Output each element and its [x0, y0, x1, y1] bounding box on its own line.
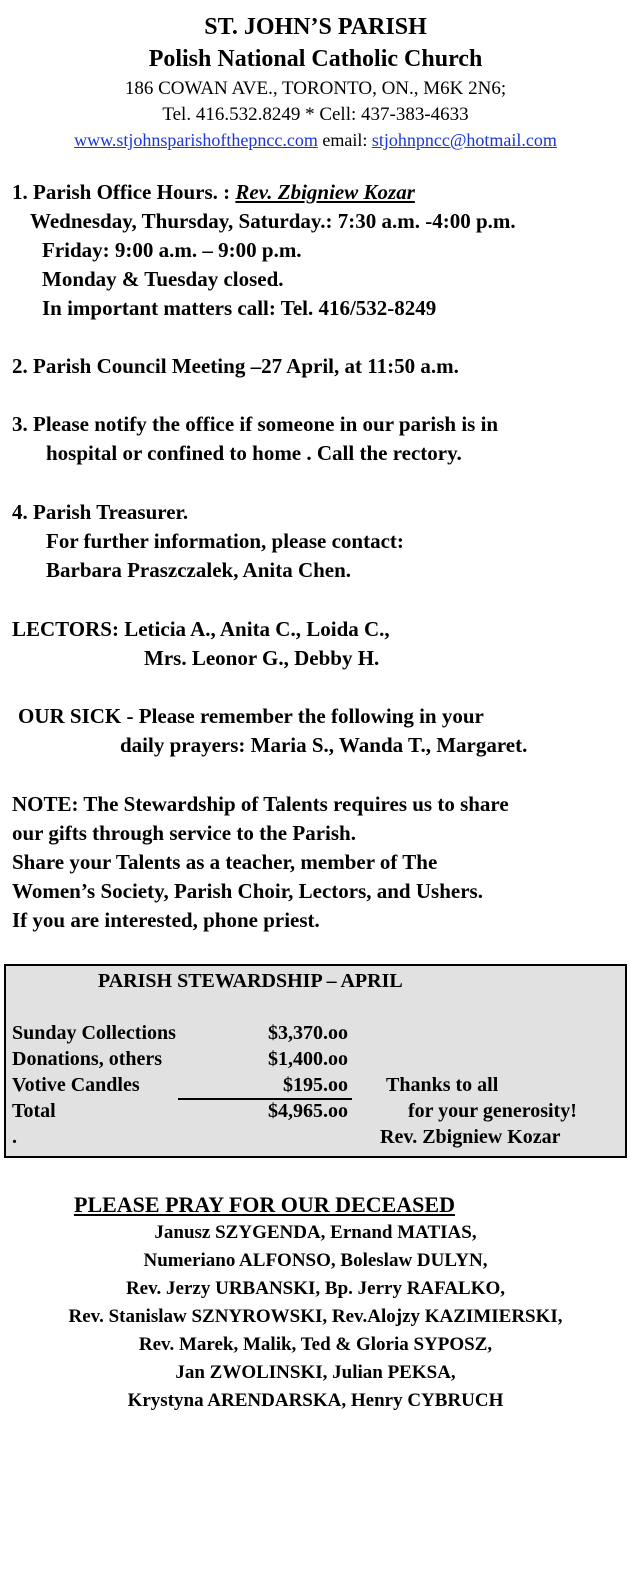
office-hours-heading [12, 180, 415, 205]
row-amount-sunday: $3,370.oo [268, 1022, 348, 1044]
sick-line2: daily prayers: Maria S., Wanda T., Margaret. [120, 733, 528, 757]
note-line3: Share your Talents as a teacher, member of The [12, 850, 438, 874]
row-dot: . [12, 1126, 17, 1148]
contact-line [0, 130, 631, 151]
office-hours-closed: Monday & Tuesday closed. [42, 267, 284, 291]
row-amount-total: $4,965.oo [268, 1100, 348, 1122]
office-priest: Rev. Zbigniew Kozar [235, 180, 415, 204]
lectors-line2: Mrs. Leonor G., Debby H. [144, 646, 380, 670]
council-meeting: 2. Parish Council Meeting –27 April, at 11:50 a.m. [12, 354, 459, 378]
row-amount-votive: $195.oo [283, 1074, 348, 1096]
treasurer-heading: 4. Parish Treasurer. [12, 500, 189, 524]
stewardship-title: PARISH STEWARDSHIP – APRIL [98, 970, 403, 992]
sick-line1: OUR SICK - Please remember the following in your [18, 704, 484, 728]
row-label-sunday: Sunday Collections [12, 1022, 176, 1044]
note-line1: NOTE: The Stewardship of Talents requires us to share [12, 792, 509, 816]
email-label: email: [322, 130, 368, 150]
church-name: Polish National Catholic Church [148, 46, 483, 72]
parish-address: 186 COWAN AVE., TORONTO, ON., M6K 2N6; [124, 78, 507, 99]
lectors-line1: LECTORS: Leticia A., Anita C., Loida C., [12, 617, 390, 641]
deceased-heading-text: PLEASE PRAY FOR OUR DECEASED [74, 1192, 455, 1217]
deceased-line4: Rev. Stanislaw SZNYROWSKI, Rev.Alojzy KAZIMIERSKI, [68, 1306, 563, 1327]
deceased-line5: Rev. Marek, Malik, Ted & Gloria SYPOSZ, [138, 1334, 493, 1355]
office-hours-friday: Friday: 9:00 a.m. – 9:00 p.m. [42, 238, 302, 262]
row-label-donations: Donations, others [12, 1048, 163, 1070]
deceased-line7: Krystyna ARENDARSKA, Henry CYBRUCH [127, 1390, 504, 1411]
note-line5: If you are interested, phone priest. [12, 908, 320, 932]
notify-line2: hospital or confined to home . Call the rectory. [46, 441, 462, 465]
stewardship-signature: Rev. Zbigniew Kozar [380, 1126, 561, 1148]
office-hours-label: 1. Parish Office Hours. : [12, 180, 236, 204]
deceased-heading [10, 1192, 455, 1218]
thanks-line1: Thanks to all [386, 1074, 499, 1096]
parish-phone: Tel. 416.532.8249 * Cell: 437-383-4633 [162, 104, 469, 125]
notify-line1: 3. Please notify the office if someone in our parish is in [12, 412, 499, 436]
row-label-total: Total [12, 1100, 56, 1122]
thanks-line2: for your generosity! [408, 1100, 577, 1122]
parish-title: ST. JOHN’S PARISH [204, 14, 427, 40]
deceased-line1: Janusz SZYGENDA, Ernand MATIAS, [154, 1222, 477, 1243]
treasurer-names: Barbara Praszczalek, Anita Chen. [46, 558, 352, 582]
note-line4: Women’s Society, Parish Choir, Lectors, and Ushers. [12, 879, 483, 903]
row-label-votive: Votive Candles [12, 1074, 140, 1096]
deceased-line2: Numeriano ALFONSO, Boleslaw DULYN, [143, 1250, 488, 1271]
email-link[interactable]: stjohnpncc@hotmail.com [371, 130, 557, 150]
deceased-line3: Rev. Jerzy URBANSKI, Bp. Jerry RAFALKO, [125, 1278, 506, 1299]
office-hours-important: In important matters call: Tel. 416/532-8249 [42, 296, 437, 320]
office-hours-weekdays: Wednesday, Thursday, Saturday.: 7:30 a.m. -4:00 p.m. [30, 209, 516, 233]
deceased-line6: Jan ZWOLINSKI, Julian PEKSA, [175, 1362, 456, 1383]
note-line2: our gifts through service to the Parish. [12, 821, 356, 845]
row-amount-donations: $1,400.oo [268, 1048, 348, 1070]
website-link[interactable]: www.stjohnsparishofthepncc.com [74, 130, 318, 150]
treasurer-info: For further information, please contact: [46, 529, 404, 553]
